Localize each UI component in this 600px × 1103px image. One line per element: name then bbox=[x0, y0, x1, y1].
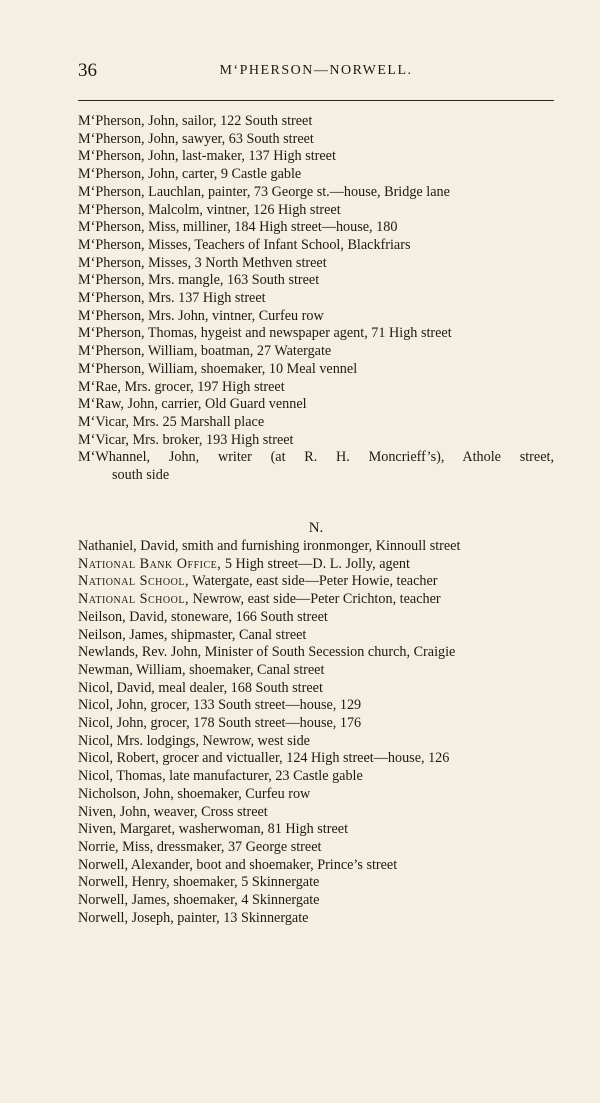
list-item: Norwell, Joseph, painter, 13 Skinnergate bbox=[78, 909, 309, 926]
list-item: M‘Pherson, Mrs. John, vintner, Curfeu row bbox=[78, 307, 324, 324]
running-title: M‘PHERSON—NORWELL. bbox=[219, 63, 413, 78]
list-item: Nicholson, John, shoemaker, Curfeu row bbox=[78, 785, 311, 802]
n-section-entries bbox=[78, 538, 554, 927]
institution-name: National Bank Office, bbox=[78, 555, 222, 572]
m-section-entries bbox=[78, 113, 554, 485]
list-item: Nicol, John, grocer, 178 South street—house, 176 bbox=[78, 715, 362, 732]
list-item: M‘Pherson, Malcolm, vintner, 126 High street bbox=[78, 201, 341, 218]
list-item: M‘Vicar, Mrs. broker, 193 High street bbox=[78, 431, 294, 448]
list-item: Newlands, Rev. John, Minister of South Secession church, Craigie bbox=[78, 644, 456, 661]
list-item: M‘Whannel, John, writer (at R. H. Moncrieff’s), Athole street, bbox=[78, 449, 554, 466]
list-item: M‘Pherson, John, carter, 9 Castle gable bbox=[78, 166, 302, 183]
list-item: M‘Pherson, John, sawyer, 63 South street bbox=[78, 130, 314, 147]
list-item: M‘Vicar, Mrs. 25 Marshall place bbox=[78, 413, 265, 430]
institution-details: Watergate, east side—Peter Howie, teacher bbox=[189, 573, 438, 590]
list-item: Nicol, Robert, grocer and victualler, 124 High street—house, 126 bbox=[78, 750, 450, 767]
list-item: Norwell, Alexander, boot and shoemaker, Prince’s street bbox=[78, 856, 398, 873]
list-item: M‘Pherson, Misses, 3 North Methven street bbox=[78, 254, 327, 271]
list-item: Norwell, James, shoemaker, 4 Skinnergate bbox=[78, 892, 320, 909]
list-item: M‘Pherson, John, last-maker, 137 High street bbox=[78, 148, 336, 165]
list-item: Niven, Margaret, washerwoman, 81 High street bbox=[78, 821, 349, 838]
page-header bbox=[78, 60, 554, 88]
page-number: 36 bbox=[78, 60, 97, 81]
list-item: Neilson, James, shipmaster, Canal street bbox=[78, 626, 307, 643]
section-heading-n: N. bbox=[308, 520, 324, 536]
list-item-continuation: south side bbox=[112, 467, 170, 484]
list-item: M‘Pherson, Mrs. mangle, 163 South street bbox=[78, 272, 320, 289]
list-item: Neilson, David, stoneware, 166 South street bbox=[78, 608, 328, 625]
list-item-institution bbox=[78, 573, 554, 591]
list-item: M‘Rae, Mrs. grocer, 197 High street bbox=[78, 378, 285, 395]
list-item-institution bbox=[78, 556, 554, 574]
list-item: Nathaniel, David, smith and furnishing ironmonger, Kinnoull street bbox=[78, 538, 461, 554]
list-item-institution bbox=[78, 591, 554, 609]
list-item: Norwell, Henry, shoemaker, 5 Skinnergate bbox=[78, 874, 320, 891]
list-item: M‘Raw, John, carrier, Old Guard vennel bbox=[78, 396, 307, 413]
list-item: M‘Pherson, Thomas, hygeist and newspaper agent, 71 High street bbox=[78, 325, 452, 342]
institution-name: National School, bbox=[78, 591, 189, 608]
list-item: M‘Pherson, Miss, milliner, 184 High street—house, 180 bbox=[78, 219, 398, 236]
list-item: Nicol, Mrs. lodgings, Newrow, west side bbox=[78, 732, 310, 749]
list-item: M‘Pherson, John, sailor, 122 South street bbox=[78, 113, 313, 129]
list-item: Nicol, Thomas, late manufacturer, 23 Castle gable bbox=[78, 768, 363, 785]
list-item: Nicol, David, meal dealer, 168 South street bbox=[78, 679, 323, 696]
institution-details: Newrow, east side—Peter Crichton, teacher bbox=[189, 591, 441, 608]
list-item: M‘Pherson, William, shoemaker, 10 Meal vennel bbox=[78, 360, 358, 377]
header-rule bbox=[78, 100, 554, 101]
list-item: Niven, John, weaver, Cross street bbox=[78, 803, 268, 820]
list-item: Nicol, John, grocer, 133 South street—house, 129 bbox=[78, 697, 362, 714]
institution-name: National School, bbox=[78, 573, 189, 590]
list-item: M‘Pherson, Misses, Teachers of Infant School, Blackfriars bbox=[78, 236, 411, 253]
list-item: M‘Pherson, William, boatman, 27 Watergate bbox=[78, 343, 332, 360]
institution-details: 5 High street—D. L. Jolly, agent bbox=[221, 555, 410, 572]
list-item: M‘Pherson, Mrs. 137 High street bbox=[78, 290, 266, 307]
list-item: Norrie, Miss, dressmaker, 37 George street bbox=[78, 838, 322, 855]
list-item: M‘Pherson, Lauchlan, painter, 73 George st.—house, Bridge lane bbox=[78, 183, 450, 200]
list-item: Newman, William, shoemaker, Canal street bbox=[78, 661, 325, 678]
